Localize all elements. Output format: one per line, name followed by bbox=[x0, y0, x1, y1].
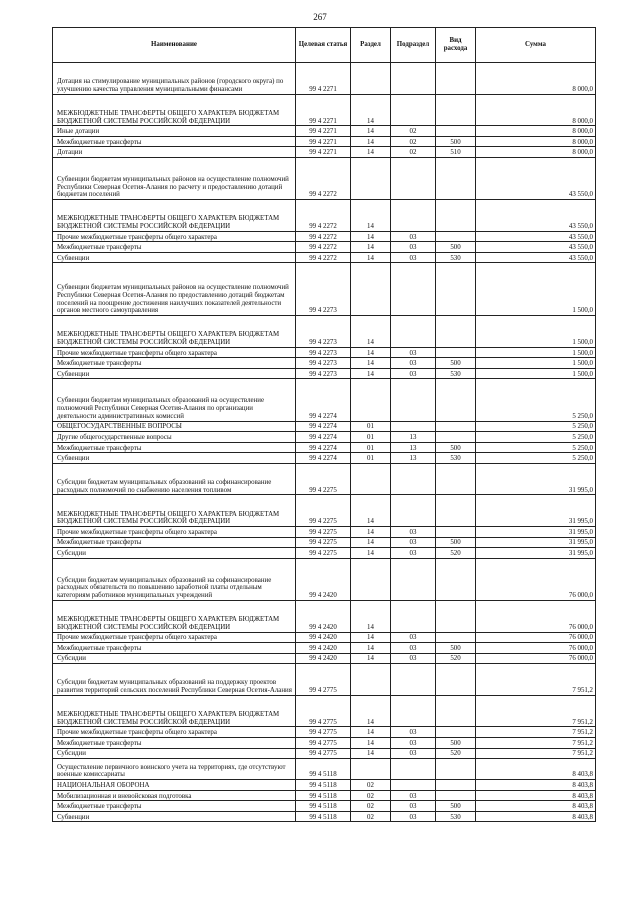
cell-amount: 43 550,0 bbox=[476, 200, 596, 232]
cell-section bbox=[351, 759, 391, 780]
cell-target: 99 4 2272 bbox=[296, 157, 351, 199]
cell-amount: 7 951,2 bbox=[476, 748, 596, 759]
table-row bbox=[53, 653, 596, 664]
page-number: 267 bbox=[313, 12, 327, 22]
cell-name: Межбюджетные трансферты bbox=[53, 738, 296, 749]
cell-subsection bbox=[391, 695, 436, 727]
cell-amount: 7 951,2 bbox=[476, 727, 596, 738]
cell-amount: 76 000,0 bbox=[476, 643, 596, 654]
cell-name: Прочие межбюджетные трансферты общего характера bbox=[53, 347, 296, 358]
cell-target: 99 4 2775 bbox=[296, 738, 351, 749]
table-row bbox=[53, 558, 596, 600]
cell-subsection: 03 bbox=[391, 748, 436, 759]
table-row bbox=[53, 695, 596, 727]
cell-name: Дотации bbox=[53, 147, 296, 158]
cell-expense-type bbox=[436, 600, 476, 632]
cell-expense-type: 520 bbox=[436, 548, 476, 559]
column-header-amount: Сумма bbox=[476, 28, 596, 63]
cell-amount: 76 000,0 bbox=[476, 653, 596, 664]
cell-target: 99 4 2275 bbox=[296, 527, 351, 538]
cell-target: 99 4 2274 bbox=[296, 432, 351, 443]
cell-amount: 8 403,8 bbox=[476, 780, 596, 791]
cell-amount: 5 250,0 bbox=[476, 453, 596, 464]
table-row bbox=[53, 632, 596, 643]
cell-expense-type: 500 bbox=[436, 643, 476, 654]
cell-name: Прочие межбюджетные трансферты общего характера bbox=[53, 727, 296, 738]
cell-subsection: 03 bbox=[391, 738, 436, 749]
cell-target: 99 4 2775 bbox=[296, 748, 351, 759]
cell-expense-type: 500 bbox=[436, 136, 476, 147]
cell-subsection: 03 bbox=[391, 643, 436, 654]
cell-name: Мобилизационная и вневойсковая подготовка bbox=[53, 790, 296, 801]
cell-name: Субвенции бюджетам муниципальных районов на осуществление полномочий Республики Северная Осетия-Алания по расчету и предоставлению дотаций бюджетам поселений bbox=[53, 157, 296, 199]
cell-target: 99 4 2420 bbox=[296, 632, 351, 643]
cell-name: Межбюджетные трансферты bbox=[53, 136, 296, 147]
cell-section: 14 bbox=[351, 738, 391, 749]
cell-target: 99 4 5118 bbox=[296, 811, 351, 822]
cell-name: Межбюджетные трансферты bbox=[53, 442, 296, 453]
cell-section: 14 bbox=[351, 231, 391, 242]
table-row bbox=[53, 368, 596, 379]
cell-subsection: 03 bbox=[391, 727, 436, 738]
cell-name: Субвенции bbox=[53, 368, 296, 379]
cell-section: 14 bbox=[351, 147, 391, 158]
table-body bbox=[53, 63, 596, 822]
cell-expense-type bbox=[436, 94, 476, 126]
table-row bbox=[53, 548, 596, 559]
cell-section: 14 bbox=[351, 316, 391, 348]
cell-expense-type: 520 bbox=[436, 748, 476, 759]
cell-expense-type: 500 bbox=[436, 358, 476, 369]
cell-name: Иные дотации bbox=[53, 126, 296, 137]
cell-name: МЕЖБЮДЖЕТНЫЕ ТРАНСФЕРТЫ ОБЩЕГО ХАРАКТЕРА БЮДЖЕТАМ БЮДЖЕТНОЙ СИСТЕМЫ РОССИЙСКОЙ ФЕДЕРАЦИИ bbox=[53, 316, 296, 348]
cell-subsection bbox=[391, 316, 436, 348]
cell-section: 14 bbox=[351, 600, 391, 632]
cell-section bbox=[351, 664, 391, 696]
cell-section: 14 bbox=[351, 695, 391, 727]
cell-expense-type bbox=[436, 347, 476, 358]
cell-amount: 1 500,0 bbox=[476, 358, 596, 369]
cell-expense-type: 500 bbox=[436, 442, 476, 453]
cell-name: ОБЩЕГОСУДАРСТВЕННЫЕ ВОПРОСЫ bbox=[53, 421, 296, 432]
cell-amount: 1 500,0 bbox=[476, 316, 596, 348]
column-header-name: Наименование bbox=[53, 28, 296, 63]
cell-expense-type: 500 bbox=[436, 801, 476, 812]
cell-subsection bbox=[391, 379, 436, 421]
cell-section bbox=[351, 379, 391, 421]
cell-expense-type bbox=[436, 558, 476, 600]
table-row bbox=[53, 263, 596, 316]
cell-target: 99 4 2272 bbox=[296, 252, 351, 263]
cell-subsection: 03 bbox=[391, 242, 436, 253]
cell-target: 99 4 2274 bbox=[296, 442, 351, 453]
cell-amount: 31 995,0 bbox=[476, 537, 596, 548]
cell-name: Межбюджетные трансферты bbox=[53, 801, 296, 812]
cell-name: МЕЖБЮДЖЕТНЫЕ ТРАНСФЕРТЫ ОБЩЕГО ХАРАКТЕРА БЮДЖЕТАМ БЮДЖЕТНОЙ СИСТЕМЫ РОССИЙСКОЙ ФЕДЕРАЦИИ bbox=[53, 695, 296, 727]
cell-name: Субсидии bbox=[53, 748, 296, 759]
table-row bbox=[53, 126, 596, 137]
table-row bbox=[53, 242, 596, 253]
cell-target: 99 4 2272 bbox=[296, 242, 351, 253]
table-header-row bbox=[53, 28, 596, 63]
table-row bbox=[53, 94, 596, 126]
cell-section bbox=[351, 63, 391, 95]
cell-name: Прочие межбюджетные трансферты общего характера bbox=[53, 632, 296, 643]
cell-expense-type bbox=[436, 527, 476, 538]
cell-subsection bbox=[391, 664, 436, 696]
cell-subsection bbox=[391, 200, 436, 232]
cell-target: 99 4 5118 bbox=[296, 801, 351, 812]
cell-target: 99 4 2271 bbox=[296, 147, 351, 158]
cell-target: 99 4 2272 bbox=[296, 231, 351, 242]
cell-name: Межбюджетные трансферты bbox=[53, 537, 296, 548]
cell-target: 99 4 2271 bbox=[296, 126, 351, 137]
cell-section: 14 bbox=[351, 748, 391, 759]
cell-target: 99 4 2272 bbox=[296, 200, 351, 232]
cell-name: Другие общегосударственные вопросы bbox=[53, 432, 296, 443]
cell-section: 02 bbox=[351, 811, 391, 822]
table-row bbox=[53, 358, 596, 369]
cell-subsection: 03 bbox=[391, 790, 436, 801]
cell-name: Субсидии bbox=[53, 548, 296, 559]
cell-target: 99 4 2273 bbox=[296, 316, 351, 348]
cell-expense-type bbox=[436, 157, 476, 199]
cell-amount: 7 951,2 bbox=[476, 664, 596, 696]
cell-expense-type: 500 bbox=[436, 242, 476, 253]
cell-name: Субвенции бюджетам муниципальных районов на осуществление полномочий Республики Северная Осетия-Алания по предоставлению дотаций бюджетам поселений на поощрение достижения наилучших показателей деятельности органов местного самоуправления bbox=[53, 263, 296, 316]
cell-target: 99 4 2271 bbox=[296, 94, 351, 126]
table-row bbox=[53, 463, 596, 495]
cell-amount: 8 000,0 bbox=[476, 94, 596, 126]
cell-expense-type bbox=[436, 421, 476, 432]
cell-subsection bbox=[391, 263, 436, 316]
cell-target: 99 4 2775 bbox=[296, 727, 351, 738]
cell-expense-type: 520 bbox=[436, 653, 476, 664]
table-row bbox=[53, 453, 596, 464]
cell-name: Осуществление первичного воинского учета на территориях, где отсутствуют военные комиссариаты bbox=[53, 759, 296, 780]
cell-subsection bbox=[391, 495, 436, 527]
cell-subsection: 02 bbox=[391, 126, 436, 137]
cell-subsection: 02 bbox=[391, 136, 436, 147]
cell-amount: 1 500,0 bbox=[476, 347, 596, 358]
cell-section bbox=[351, 157, 391, 199]
cell-section: 02 bbox=[351, 780, 391, 791]
cell-subsection: 03 bbox=[391, 231, 436, 242]
cell-name: МЕЖБЮДЖЕТНЫЕ ТРАНСФЕРТЫ ОБЩЕГО ХАРАКТЕРА БЮДЖЕТАМ БЮДЖЕТНОЙ СИСТЕМЫ РОССИЙСКОЙ ФЕДЕРАЦИИ bbox=[53, 200, 296, 232]
cell-amount: 8 000,0 bbox=[476, 126, 596, 137]
cell-amount: 8 403,8 bbox=[476, 759, 596, 780]
cell-name: Субсидии бюджетам муниципальных образований на софинансирование расходных обязательств по повышению заработной платы отдельным категориям работников муниципальных учреждений bbox=[53, 558, 296, 600]
table-row bbox=[53, 442, 596, 453]
cell-subsection: 03 bbox=[391, 653, 436, 664]
cell-section: 14 bbox=[351, 527, 391, 538]
table-row bbox=[53, 790, 596, 801]
cell-subsection bbox=[391, 94, 436, 126]
cell-name: МЕЖБЮДЖЕТНЫЕ ТРАНСФЕРТЫ ОБЩЕГО ХАРАКТЕРА БЮДЖЕТАМ БЮДЖЕТНОЙ СИСТЕМЫ РОССИЙСКОЙ ФЕДЕРАЦИИ bbox=[53, 600, 296, 632]
cell-amount: 8 403,8 bbox=[476, 801, 596, 812]
cell-target: 99 4 2273 bbox=[296, 358, 351, 369]
cell-amount: 8 403,8 bbox=[476, 811, 596, 822]
cell-subsection: 03 bbox=[391, 527, 436, 538]
table-row bbox=[53, 136, 596, 147]
cell-subsection: 02 bbox=[391, 147, 436, 158]
cell-target: 99 4 2275 bbox=[296, 495, 351, 527]
cell-amount: 7 951,2 bbox=[476, 738, 596, 749]
cell-target: 99 4 5118 bbox=[296, 780, 351, 791]
column-header-section: Раздел bbox=[351, 28, 391, 63]
cell-section: 14 bbox=[351, 200, 391, 232]
cell-amount: 31 995,0 bbox=[476, 527, 596, 538]
cell-name: Субвенции bbox=[53, 252, 296, 263]
cell-target: 99 4 2275 bbox=[296, 548, 351, 559]
cell-section: 14 bbox=[351, 643, 391, 654]
cell-target: 99 4 2274 bbox=[296, 379, 351, 421]
cell-expense-type bbox=[436, 495, 476, 527]
cell-section: 01 bbox=[351, 421, 391, 432]
cell-subsection: 13 bbox=[391, 442, 436, 453]
table-row bbox=[53, 432, 596, 443]
table-row bbox=[53, 63, 596, 95]
table-row bbox=[53, 664, 596, 696]
cell-section: 14 bbox=[351, 653, 391, 664]
table-row bbox=[53, 643, 596, 654]
cell-name: Субвенции бюджетам муниципальных образований на осуществление полномочий Республики Северная Осетия-Алания по организации деятельности административных комиссий bbox=[53, 379, 296, 421]
cell-amount: 76 000,0 bbox=[476, 558, 596, 600]
cell-section: 14 bbox=[351, 94, 391, 126]
table-row bbox=[53, 157, 596, 199]
cell-name: Межбюджетные трансферты bbox=[53, 358, 296, 369]
table-row bbox=[53, 379, 596, 421]
cell-name: МЕЖБЮДЖЕТНЫЕ ТРАНСФЕРТЫ ОБЩЕГО ХАРАКТЕРА БЮДЖЕТАМ БЮДЖЕТНОЙ СИСТЕМЫ РОССИЙСКОЙ ФЕДЕРАЦИИ bbox=[53, 94, 296, 126]
cell-subsection bbox=[391, 463, 436, 495]
cell-amount: 8 000,0 bbox=[476, 136, 596, 147]
cell-name: Дотация на стимулирование муниципальных районов (городского округа) по улучшению качества управления муниципальными финансами bbox=[53, 63, 296, 95]
cell-expense-type bbox=[436, 432, 476, 443]
column-header-subsection: Подраздел bbox=[391, 28, 436, 63]
cell-section: 14 bbox=[351, 537, 391, 548]
table-row bbox=[53, 780, 596, 791]
cell-amount: 8 000,0 bbox=[476, 63, 596, 95]
cell-name: Межбюджетные трансферты bbox=[53, 242, 296, 253]
cell-name: Субсидии бюджетам муниципальных образований на поддержку проектов развития территорий сельских поселений Республики Северная Осетия-Алания bbox=[53, 664, 296, 696]
cell-target: 99 4 2273 bbox=[296, 347, 351, 358]
column-header-target: Целевая статья bbox=[296, 28, 351, 63]
cell-section bbox=[351, 463, 391, 495]
cell-section: 14 bbox=[351, 252, 391, 263]
cell-section: 02 bbox=[351, 801, 391, 812]
cell-expense-type bbox=[436, 263, 476, 316]
cell-section: 14 bbox=[351, 495, 391, 527]
cell-expense-type: 530 bbox=[436, 453, 476, 464]
cell-name: Прочие межбюджетные трансферты общего характера bbox=[53, 231, 296, 242]
cell-target: 99 4 2273 bbox=[296, 368, 351, 379]
cell-amount: 43 550,0 bbox=[476, 252, 596, 263]
cell-expense-type bbox=[436, 780, 476, 791]
table-row bbox=[53, 421, 596, 432]
cell-target: 99 4 2275 bbox=[296, 537, 351, 548]
cell-subsection: 13 bbox=[391, 432, 436, 443]
table-row bbox=[53, 147, 596, 158]
cell-name: НАЦИОНАЛЬНАЯ ОБОРОНА bbox=[53, 780, 296, 791]
cell-expense-type: 500 bbox=[436, 738, 476, 749]
cell-section: 01 bbox=[351, 432, 391, 443]
cell-target: 99 4 2420 bbox=[296, 600, 351, 632]
column-header-expense-type: Вид расхода bbox=[436, 28, 476, 63]
cell-expense-type bbox=[436, 664, 476, 696]
table-row bbox=[53, 347, 596, 358]
cell-target: 99 4 2275 bbox=[296, 463, 351, 495]
cell-subsection bbox=[391, 421, 436, 432]
cell-amount: 76 000,0 bbox=[476, 600, 596, 632]
cell-subsection: 03 bbox=[391, 347, 436, 358]
table-row bbox=[53, 738, 596, 749]
table-row bbox=[53, 759, 596, 780]
cell-section: 02 bbox=[351, 790, 391, 801]
cell-name: МЕЖБЮДЖЕТНЫЕ ТРАНСФЕРТЫ ОБЩЕГО ХАРАКТЕРА БЮДЖЕТАМ БЮДЖЕТНОЙ СИСТЕМЫ РОССИЙСКОЙ ФЕДЕРАЦИИ bbox=[53, 495, 296, 527]
cell-amount: 43 550,0 bbox=[476, 157, 596, 199]
cell-subsection bbox=[391, 558, 436, 600]
cell-subsection bbox=[391, 600, 436, 632]
cell-amount: 8 403,8 bbox=[476, 790, 596, 801]
cell-name: Прочие межбюджетные трансферты общего характера bbox=[53, 527, 296, 538]
cell-amount: 31 995,0 bbox=[476, 463, 596, 495]
table-row bbox=[53, 600, 596, 632]
table-row bbox=[53, 537, 596, 548]
table-row bbox=[53, 252, 596, 263]
cell-amount: 76 000,0 bbox=[476, 632, 596, 643]
cell-section bbox=[351, 263, 391, 316]
table-row bbox=[53, 316, 596, 348]
cell-subsection: 03 bbox=[391, 252, 436, 263]
cell-expense-type: 530 bbox=[436, 368, 476, 379]
cell-amount: 5 250,0 bbox=[476, 421, 596, 432]
cell-target: 99 4 2271 bbox=[296, 63, 351, 95]
cell-expense-type bbox=[436, 200, 476, 232]
cell-amount: 5 250,0 bbox=[476, 432, 596, 443]
cell-expense-type: 510 bbox=[436, 147, 476, 158]
cell-target: 99 4 2420 bbox=[296, 653, 351, 664]
cell-subsection: 13 bbox=[391, 453, 436, 464]
cell-subsection: 03 bbox=[391, 537, 436, 548]
cell-name: Межбюджетные трансферты bbox=[53, 643, 296, 654]
cell-section: 14 bbox=[351, 347, 391, 358]
cell-target: 99 4 2274 bbox=[296, 421, 351, 432]
cell-subsection: 03 bbox=[391, 632, 436, 643]
cell-amount: 31 995,0 bbox=[476, 495, 596, 527]
table-row bbox=[53, 495, 596, 527]
cell-target: 99 4 2775 bbox=[296, 695, 351, 727]
cell-target: 99 4 5118 bbox=[296, 790, 351, 801]
cell-amount: 43 550,0 bbox=[476, 242, 596, 253]
cell-section bbox=[351, 558, 391, 600]
cell-expense-type bbox=[436, 695, 476, 727]
cell-amount: 5 250,0 bbox=[476, 442, 596, 453]
cell-name: Субсидии бюджетам муниципальных образований на софинансирование расходных полномочий по снабжению населения топливом bbox=[53, 463, 296, 495]
cell-name: Субвенции bbox=[53, 453, 296, 464]
cell-section: 01 bbox=[351, 453, 391, 464]
cell-expense-type bbox=[436, 463, 476, 495]
cell-expense-type: 530 bbox=[436, 252, 476, 263]
cell-section: 14 bbox=[351, 136, 391, 147]
cell-expense-type bbox=[436, 231, 476, 242]
cell-section: 14 bbox=[351, 242, 391, 253]
cell-section: 14 bbox=[351, 727, 391, 738]
cell-subsection bbox=[391, 63, 436, 95]
cell-subsection: 03 bbox=[391, 811, 436, 822]
table-row bbox=[53, 200, 596, 232]
cell-amount: 31 995,0 bbox=[476, 548, 596, 559]
cell-subsection bbox=[391, 780, 436, 791]
cell-amount: 1 500,0 bbox=[476, 263, 596, 316]
cell-section: 14 bbox=[351, 126, 391, 137]
cell-expense-type bbox=[436, 790, 476, 801]
table-row bbox=[53, 727, 596, 738]
cell-section: 14 bbox=[351, 368, 391, 379]
cell-expense-type bbox=[436, 316, 476, 348]
cell-expense-type bbox=[436, 759, 476, 780]
cell-expense-type: 530 bbox=[436, 811, 476, 822]
cell-amount: 1 500,0 bbox=[476, 368, 596, 379]
cell-amount: 8 000,0 bbox=[476, 147, 596, 158]
cell-target: 99 4 2420 bbox=[296, 558, 351, 600]
cell-subsection: 03 bbox=[391, 548, 436, 559]
cell-expense-type bbox=[436, 727, 476, 738]
table-row bbox=[53, 811, 596, 822]
table-row bbox=[53, 748, 596, 759]
cell-subsection: 03 bbox=[391, 368, 436, 379]
cell-expense-type bbox=[436, 126, 476, 137]
cell-section: 14 bbox=[351, 548, 391, 559]
cell-target: 99 4 2273 bbox=[296, 263, 351, 316]
budget-table bbox=[52, 27, 596, 822]
table-row bbox=[53, 527, 596, 538]
table-row bbox=[53, 801, 596, 812]
cell-subsection bbox=[391, 759, 436, 780]
cell-amount: 43 550,0 bbox=[476, 231, 596, 242]
cell-target: 99 4 2271 bbox=[296, 136, 351, 147]
cell-target: 99 4 2274 bbox=[296, 453, 351, 464]
cell-amount: 7 951,2 bbox=[476, 695, 596, 727]
cell-expense-type: 500 bbox=[436, 537, 476, 548]
cell-target: 99 4 2775 bbox=[296, 664, 351, 696]
cell-section: 01 bbox=[351, 442, 391, 453]
cell-expense-type bbox=[436, 632, 476, 643]
cell-subsection: 03 bbox=[391, 358, 436, 369]
cell-section: 14 bbox=[351, 632, 391, 643]
cell-subsection: 03 bbox=[391, 801, 436, 812]
cell-expense-type bbox=[436, 379, 476, 421]
cell-target: 99 4 5118 bbox=[296, 759, 351, 780]
cell-name: Субсидии bbox=[53, 653, 296, 664]
cell-target: 99 4 2420 bbox=[296, 643, 351, 654]
cell-subsection bbox=[391, 157, 436, 199]
cell-expense-type bbox=[436, 63, 476, 95]
cell-amount: 5 250,0 bbox=[476, 379, 596, 421]
cell-name: Субвенции bbox=[53, 811, 296, 822]
table-row bbox=[53, 231, 596, 242]
cell-section: 14 bbox=[351, 358, 391, 369]
